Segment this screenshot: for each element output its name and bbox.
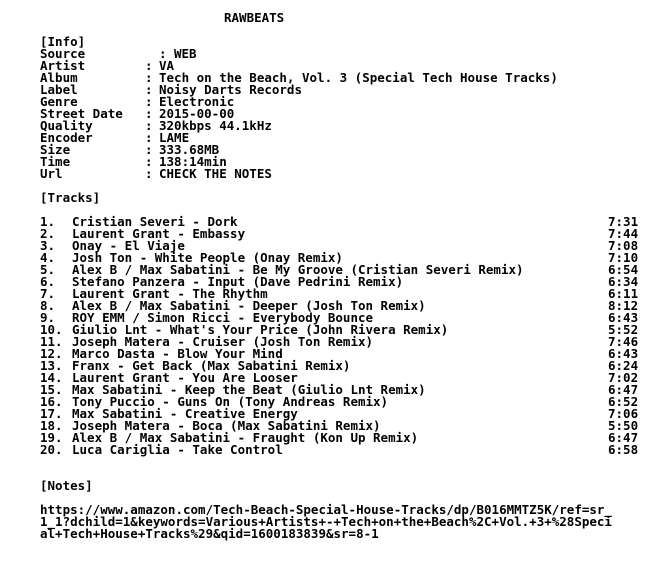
track-duration: 6:54 [608,262,639,277]
track-duration: 8:12 [608,298,639,313]
info-value: Electronic [159,94,235,109]
track-title: Max Sabatini - Keep the Beat (Giulio Lnt Remix) [72,382,426,397]
track-title: ROY EMM / Simon Ricci - Everybody Bounce [72,310,374,325]
track-title: Josh Ton - White People (Onay Remix) [72,250,343,265]
track-title: Marco Dasta - Blow Your Mind [72,346,283,361]
track-duration: 7:06 [608,406,639,421]
track-number: 19. [40,430,63,445]
track-duration: 6:52 [608,394,639,409]
info-value: Noisy Darts Records [159,82,302,97]
track-duration: 7:02 [608,370,639,385]
info-key: Album [40,70,78,85]
tracks-header: [Tracks] [40,190,101,205]
info-colon: : [145,166,153,181]
track-number: 3. [40,238,56,253]
track-duration: 6:47 [608,382,639,397]
track-duration: 5:50 [608,418,639,433]
track-number: 6. [40,274,56,289]
track-title: Tony Puccio - Guns On (Tony Andreas Remix) [72,394,389,409]
track-number: 14. [40,370,63,385]
notes-header: [Notes] [40,478,93,493]
info-value: 333.68MB [159,142,220,157]
track-title: Giulio Lnt - What's Your Price (John Rivera Remix) [72,322,449,337]
track-title: Alex B / Max Sabatini - Fraught (Kon Up Remix) [72,430,419,445]
info-value: Tech on the Beach, Vol. 3 (Special Tech House Tracks) [159,70,558,85]
notes-url-line: 1_1?dchild=1&keywords=Various+Artists+-+Tech+on+the+Beach%2C+Vol.+3+%28Speci [40,514,612,529]
page-title: RAWBEATS [224,10,285,25]
info-value: 2015-00-00 [159,106,235,121]
track-number: 18. [40,418,63,433]
info-key: Artist [40,58,86,73]
track-row [0,444,656,456]
info-value: VA [159,58,175,73]
track-duration: 6:24 [608,358,639,373]
track-title: Laurent Grant - Embassy [72,226,246,241]
track-duration: 5:52 [608,322,639,337]
track-title: Joseph Matera - Cruiser (Josh Ton Remix) [72,334,374,349]
info-key: Size [40,142,71,157]
track-title: Franx - Get Back (Max Sabatini Remix) [72,358,351,373]
info-colon: : [145,142,153,157]
info-colon: : [159,46,167,61]
track-number: 7. [40,286,56,301]
info-key: Time [40,154,71,169]
info-colon: : [145,94,153,109]
track-number: 4. [40,250,56,265]
track-duration: 6:43 [608,310,639,325]
info-key: Source [40,46,86,61]
info-colon: : [145,58,153,73]
track-number: 2. [40,226,56,241]
info-value: WEB [174,46,197,61]
info-key: Url [40,166,63,181]
info-value: 320kbps 44.1kHz [159,118,272,133]
track-number: 15. [40,382,63,397]
track-title: Alex B / Max Sabatini - Deeper (Josh Ton Remix) [72,298,426,313]
track-title: Alex B / Max Sabatini - Be My Groove (Cristian Severi Remix) [72,262,524,277]
track-duration: 6:43 [608,346,639,361]
info-value: CHECK THE NOTES [159,166,272,181]
info-key: Encoder [40,130,93,145]
track-number: 20. [40,442,63,457]
track-title: Luca Cariglia - Take Control [72,442,283,457]
track-title: Laurent Grant - The Rhythm [72,286,268,301]
track-title: Onay - El Viaje [72,238,185,253]
info-key: Label [40,82,78,97]
info-key: Genre [40,94,78,109]
track-duration: 7:31 [608,214,639,229]
info-colon: : [145,130,153,145]
track-title: Cristian Severi - Dork [72,214,238,229]
track-number: 12. [40,346,63,361]
track-number: 11. [40,334,63,349]
track-number: 5. [40,262,56,277]
track-title: Joseph Matera - Boca (Max Sabatini Remix) [72,418,381,433]
info-colon: : [145,154,153,169]
info-key: Quality [40,118,93,133]
track-duration: 7:44 [608,226,639,241]
track-duration: 6:58 [608,442,639,457]
info-colon: : [145,118,153,133]
info-colon: : [145,70,153,85]
track-duration: 6:34 [608,274,639,289]
track-duration: 7:08 [608,238,639,253]
track-duration: 7:10 [608,250,639,265]
track-title: Laurent Grant - You Are Looser [72,370,298,385]
info-value: LAME [159,130,190,145]
track-number: 1. [40,214,56,229]
track-title: Max Sabatini - Creative Energy [72,406,298,421]
info-key: Street Date [40,106,123,121]
track-number: 9. [40,310,56,325]
info-colon: : [145,82,153,97]
notes-url-line: al+Tech+House+Tracks%29&qid=1600183839&sr=8-1 [40,526,379,541]
info-value: 138:14min [159,154,227,169]
track-duration: 6:47 [608,430,639,445]
track-title: Stefano Panzera - Input (Dave Pedrini Remix) [72,274,404,289]
track-number: 8. [40,298,56,313]
info-header: [Info] [40,34,86,49]
info-colon: : [145,106,153,121]
track-number: 10. [40,322,63,337]
track-number: 17. [40,406,63,421]
track-number: 13. [40,358,63,373]
track-duration: 6:11 [608,286,639,301]
notes-url-line: https://www.amazon.com/Tech-Beach-Special-House-Tracks/dp/B016MMTZ5K/ref=sr_ [40,502,612,517]
track-number: 16. [40,394,63,409]
track-duration: 7:46 [608,334,639,349]
